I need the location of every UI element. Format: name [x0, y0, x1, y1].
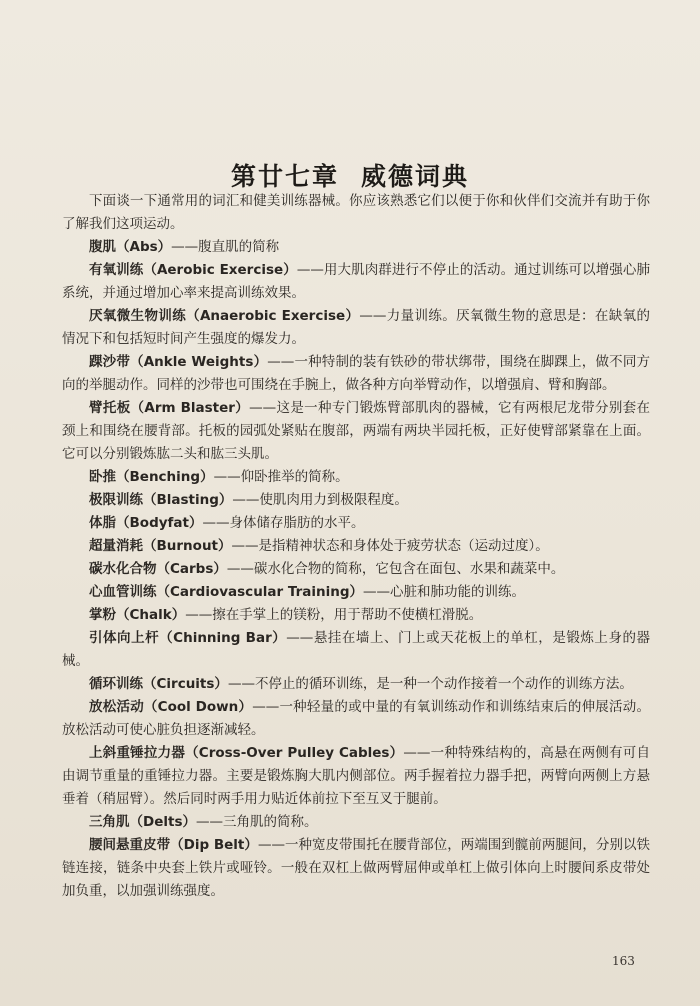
- glossary-definition: ——三角肌的简称。: [195, 814, 318, 830]
- glossary-entry: [62, 673, 650, 696]
- glossary-definition: ——腹直肌的简称: [171, 239, 280, 255]
- glossary-definition: ——悬挂在墙上、门上或天花板上的单杠，是锻炼上身的器械。: [62, 630, 651, 669]
- glossary-term: 极限训练（Blasting）: [89, 492, 233, 508]
- glossary-entry: [62, 811, 650, 834]
- glossary-term: 腰间悬重皮带（Dip Belt）: [89, 837, 258, 853]
- glossary-term: 踝沙带（Ankle Weights）: [89, 354, 268, 370]
- glossary-definition: ——是指精神状态和身体处于疲劳状态（运动过度）。: [231, 538, 549, 554]
- glossary-definition: ——擦在手掌上的镁粉，用于帮助不使横杠滑脱。: [185, 607, 483, 623]
- chapter-name: 威德词典: [361, 161, 470, 191]
- chapter-number: 第廿七章: [230, 161, 339, 191]
- chapter-title: [0, 157, 700, 193]
- glossary-term: 厌氧微生物训练（Anaerobic Exercise）: [89, 308, 360, 324]
- glossary-definition: ——仰卧推举的简称。: [213, 469, 349, 485]
- glossary-definition: ——身体储存脂肪的水平。: [202, 515, 365, 531]
- page-number: 163: [612, 954, 635, 968]
- glossary-entry: [62, 351, 650, 397]
- glossary-entry: [62, 305, 650, 351]
- glossary-entry: [62, 627, 650, 673]
- glossary-entry: [62, 604, 650, 627]
- glossary-term: 体脂（Bodyfat）: [89, 515, 203, 531]
- glossary-definition: ——力量训练。厌氧微生物的意思是：在缺氧的情况下和包括短时间产生强度的爆发力。: [62, 308, 650, 347]
- glossary-entry: [62, 558, 650, 581]
- glossary-definition: ——一种宽皮带围托在腰背部位，两端围到髋前两腿间，分别以铁链连接，链条中央套上铁片或哑铃。一般在双杠上做两臂屈伸或单杠上做引体向上时腰间系皮带处加负重，以加强训练强度。: [62, 837, 650, 899]
- glossary-term: 卧推（Benching）: [89, 469, 214, 485]
- glossary-definition: ——这是一种专门锻炼臂部肌肉的器械，它有两根尼龙带分别套在颈上和围绕在腰背部。托板的园弧处紧贴在腹部，两端有两块半园托板，正好使臂部紧靠在上面。它可以分别锻炼肱二头和肱三头肌。: [62, 400, 651, 462]
- glossary-entry: [62, 581, 650, 604]
- glossary-term: 臂托板（Arm Blaster）: [89, 400, 250, 416]
- glossary-term: 超量消耗（Burnout）: [89, 538, 232, 554]
- glossary-definition: ——一种特殊结构的，高悬在两侧有可自由调节重量的重锤拉力器。主要是锻炼胸大肌内侧部位。两手握着拉力器手把，两臂向两侧上方悬垂着（稍屈臂）。然后同时两手用力贴近体前拉下至互叉于腿前。: [62, 745, 650, 807]
- glossary-definition: ——用大肌肉群进行不停止的活动。通过训练可以增强心肺系统，并通过增加心率来提高训练效果。: [62, 262, 650, 301]
- glossary-term: 碳水化合物（Carbs）: [89, 561, 227, 577]
- glossary-term: 三角肌（Delts）: [89, 814, 196, 830]
- glossary-entry: [62, 834, 650, 903]
- glossary-entry: [62, 466, 650, 489]
- page-body: [62, 190, 650, 903]
- glossary-term: 掌粉（Chalk）: [89, 607, 186, 623]
- glossary-entry: [62, 236, 650, 259]
- glossary-term: 循环训练（Circuits）: [89, 676, 228, 692]
- glossary-definition: ——不停止的循环训练，是一种一个动作接着一个动作的训练方法。: [227, 676, 633, 692]
- glossary-term: 引体向上杆（Chinning Bar）: [89, 630, 287, 646]
- glossary-entry: [62, 742, 650, 811]
- glossary-entry: [62, 512, 650, 535]
- glossary-definition: ——一种轻量的或中量的有氧训练动作和训练结束后的伸展活动。放松活动可使心脏负担逐渐减轻。: [62, 699, 650, 738]
- glossary-term: 放松活动（Cool Down）: [89, 699, 253, 715]
- glossary-entry: [62, 259, 650, 305]
- glossary-entry: [62, 535, 650, 558]
- glossary-term: 有氧训练（Aerobic Exercise）: [89, 262, 297, 278]
- intro-paragraph: 下面谈一下通常用的词汇和健美训练器械。你应该熟悉它们以便于你和伙伴们交流并有助于你了解我们这项运动。: [62, 193, 650, 232]
- glossary-list: [62, 236, 650, 903]
- glossary-term: 心血管训练（Cardiovascular Training）: [89, 584, 364, 600]
- glossary-entry: [62, 489, 650, 512]
- glossary-term: 上斜重锤拉力器（Cross-Over Pulley Cables）: [89, 745, 404, 761]
- glossary-definition: ——一种特制的装有铁砂的带状绑带，围绕在脚踝上，做不同方向的举腿动作。同样的沙带也可围绕在手腕上，做各种方向举臂动作，以增强肩、臂和胸部。: [62, 354, 651, 393]
- glossary-entry: [62, 696, 650, 742]
- glossary-entry: [62, 397, 650, 466]
- glossary-definition: ——心脏和肺功能的训练。: [363, 584, 526, 600]
- glossary-definition: ——使肌肉用力到极限程度。: [232, 492, 408, 508]
- glossary-definition: ——碳水化合物的简称，它包含在面包、水果和蔬菜中。: [226, 561, 565, 577]
- glossary-term: 腹肌（Abs）: [89, 239, 172, 255]
